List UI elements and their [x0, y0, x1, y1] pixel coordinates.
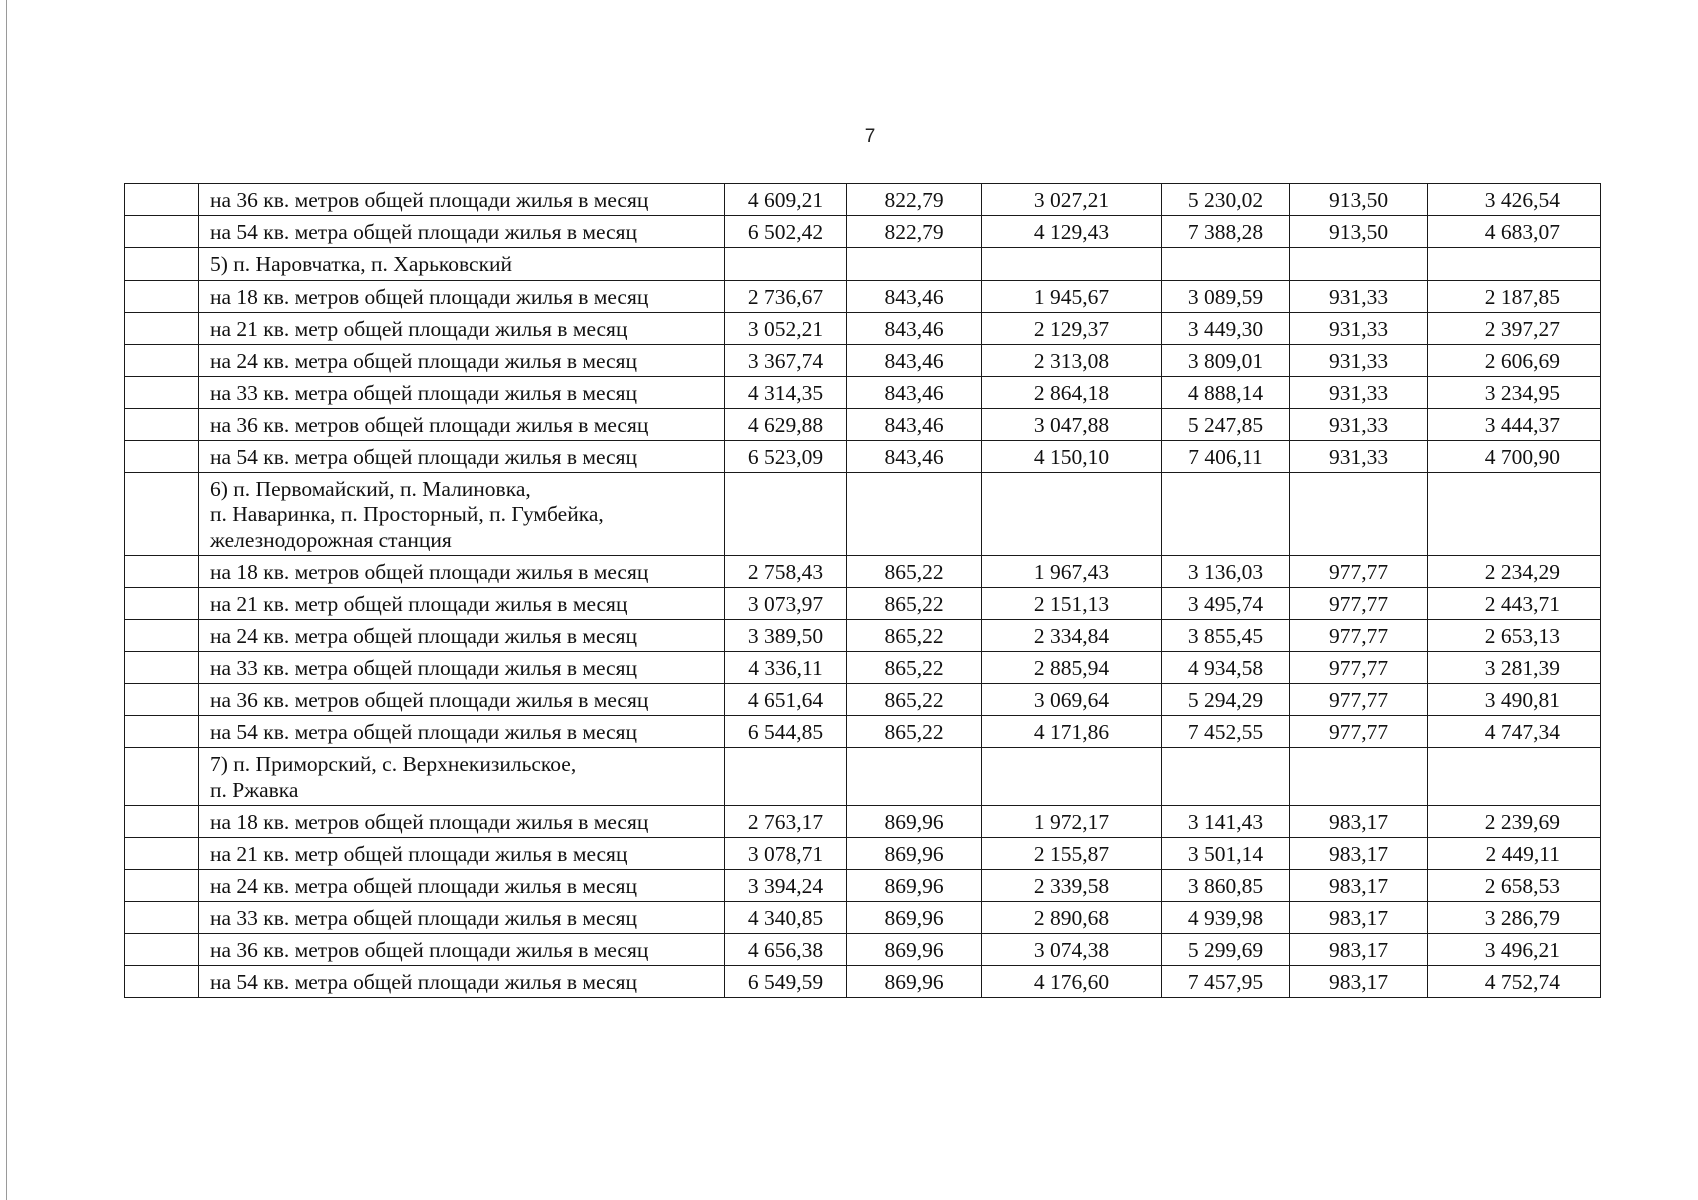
value-cell-col6: 2 234,29 — [1428, 556, 1601, 588]
value-cell-col5: 977,77 — [1290, 684, 1428, 716]
row-label-cell: на 21 кв. метр общей площади жилья в месяц — [199, 312, 725, 344]
value-cell-col3: 2 155,87 — [982, 838, 1162, 870]
value-cell-col2: 843,46 — [847, 312, 982, 344]
value-cell-col3: 3 047,88 — [982, 408, 1162, 440]
value-cell-col1: 4 609,21 — [725, 184, 847, 216]
page-number: 7 — [864, 126, 876, 147]
table-row — [125, 556, 1601, 588]
value-cell-col4: 7 406,11 — [1162, 440, 1290, 472]
value-cell-col6: 2 397,27 — [1428, 312, 1601, 344]
row-number-cell — [125, 216, 199, 248]
value-cell-col5: 983,17 — [1290, 966, 1428, 998]
value-cell-col6: 3 286,79 — [1428, 902, 1601, 934]
value-cell-col2: 869,96 — [847, 966, 982, 998]
row-label-cell: на 33 кв. метра общей площади жилья в месяц — [199, 376, 725, 408]
row-number-cell — [125, 472, 199, 556]
row-number-cell — [125, 556, 199, 588]
row-number-cell — [125, 280, 199, 312]
value-cell-col3: 3 074,38 — [982, 934, 1162, 966]
table-row — [125, 934, 1601, 966]
value-cell-col6: 3 281,39 — [1428, 652, 1601, 684]
value-cell-col2: 843,46 — [847, 376, 982, 408]
value-cell-col5: 931,33 — [1290, 376, 1428, 408]
row-label-cell: на 54 кв. метра общей площади жилья в месяц — [199, 966, 725, 998]
table-row — [125, 312, 1601, 344]
value-cell-col6: 2 653,13 — [1428, 620, 1601, 652]
value-cell-col6: 2 658,53 — [1428, 870, 1601, 902]
value-cell-col5: 913,50 — [1290, 216, 1428, 248]
value-cell-col3 — [982, 472, 1162, 556]
value-cell-col1: 4 651,64 — [725, 684, 847, 716]
value-cell-col5: 931,33 — [1290, 344, 1428, 376]
row-number-cell — [125, 838, 199, 870]
row-number-cell — [125, 588, 199, 620]
value-cell-col4: 3 809,01 — [1162, 344, 1290, 376]
table-row — [125, 684, 1601, 716]
row-number-cell — [125, 248, 199, 281]
row-label-cell: на 33 кв. метра общей площади жилья в месяц — [199, 902, 725, 934]
table-row — [125, 716, 1601, 748]
row-number-cell — [125, 934, 199, 966]
value-cell-col1: 6 549,59 — [725, 966, 847, 998]
row-label-cell: на 21 кв. метр общей площади жилья в месяц — [199, 588, 725, 620]
value-cell-col3 — [982, 748, 1162, 806]
value-cell-col3: 4 176,60 — [982, 966, 1162, 998]
value-cell-col1 — [725, 472, 847, 556]
value-cell-col5: 931,33 — [1290, 440, 1428, 472]
value-cell-col6: 2 449,11 — [1428, 838, 1601, 870]
value-cell-col5 — [1290, 472, 1428, 556]
value-cell-col2: 865,22 — [847, 684, 982, 716]
row-label-cell: на 54 кв. метра общей площади жилья в месяц — [199, 216, 725, 248]
value-cell-col5: 977,77 — [1290, 652, 1428, 684]
row-number-cell — [125, 684, 199, 716]
value-cell-col4: 5 299,69 — [1162, 934, 1290, 966]
value-cell-col5: 977,77 — [1290, 588, 1428, 620]
table-row — [125, 440, 1601, 472]
value-cell-col6: 2 239,69 — [1428, 806, 1601, 838]
value-cell-col3: 3 027,21 — [982, 184, 1162, 216]
table-row — [125, 838, 1601, 870]
value-cell-col4 — [1162, 248, 1290, 281]
row-number-cell — [125, 966, 199, 998]
value-cell-col1: 4 340,85 — [725, 902, 847, 934]
row-number-cell — [125, 344, 199, 376]
value-cell-col5 — [1290, 248, 1428, 281]
value-cell-col3: 2 334,84 — [982, 620, 1162, 652]
table-row — [125, 344, 1601, 376]
value-cell-col4: 3 860,85 — [1162, 870, 1290, 902]
value-cell-col1: 4 314,35 — [725, 376, 847, 408]
value-cell-col6: 4 683,07 — [1428, 216, 1601, 248]
value-cell-col4 — [1162, 748, 1290, 806]
row-number-cell — [125, 376, 199, 408]
value-cell-col1: 3 367,74 — [725, 344, 847, 376]
value-cell-col6: 3 444,37 — [1428, 408, 1601, 440]
table-row — [125, 806, 1601, 838]
row-label-cell: на 24 кв. метра общей площади жилья в месяц — [199, 344, 725, 376]
value-cell-col4: 5 230,02 — [1162, 184, 1290, 216]
table-row — [125, 280, 1601, 312]
value-cell-col1: 4 656,38 — [725, 934, 847, 966]
value-cell-col4: 7 388,28 — [1162, 216, 1290, 248]
row-label-cell: на 21 кв. метр общей площади жилья в месяц — [199, 838, 725, 870]
value-cell-col2: 869,96 — [847, 934, 982, 966]
value-cell-col2: 843,46 — [847, 408, 982, 440]
row-label-cell: на 36 кв. метров общей площади жилья в месяц — [199, 684, 725, 716]
value-cell-col3: 2 339,58 — [982, 870, 1162, 902]
value-cell-col2: 822,79 — [847, 184, 982, 216]
section-heading-line: п. Ржавка — [210, 777, 299, 802]
section-heading-cell — [199, 748, 725, 806]
row-number-cell — [125, 870, 199, 902]
row-number-cell — [125, 748, 199, 806]
table-section-row — [125, 748, 1601, 806]
row-label-cell: на 33 кв. метра общей площади жилья в месяц — [199, 652, 725, 684]
value-cell-col3: 4 150,10 — [982, 440, 1162, 472]
value-cell-col1 — [725, 248, 847, 281]
value-cell-col5: 913,50 — [1290, 184, 1428, 216]
row-number-cell — [125, 806, 199, 838]
row-number-cell — [125, 716, 199, 748]
value-cell-col2: 869,96 — [847, 902, 982, 934]
value-cell-col4: 3 141,43 — [1162, 806, 1290, 838]
value-cell-col5: 977,77 — [1290, 620, 1428, 652]
value-cell-col2: 865,22 — [847, 588, 982, 620]
value-cell-col3: 1 967,43 — [982, 556, 1162, 588]
value-cell-col1: 6 523,09 — [725, 440, 847, 472]
value-cell-col3: 2 890,68 — [982, 902, 1162, 934]
value-cell-col6: 2 443,71 — [1428, 588, 1601, 620]
value-cell-col1: 3 073,97 — [725, 588, 847, 620]
value-cell-col4: 3 449,30 — [1162, 312, 1290, 344]
row-label-cell: на 24 кв. метра общей площади жилья в месяц — [199, 870, 725, 902]
row-label-cell: на 54 кв. метра общей площади жилья в месяц — [199, 440, 725, 472]
value-cell-col2 — [847, 748, 982, 806]
value-cell-col1: 3 078,71 — [725, 838, 847, 870]
value-cell-col4: 3 136,03 — [1162, 556, 1290, 588]
table-row — [125, 408, 1601, 440]
value-cell-col1: 6 544,85 — [725, 716, 847, 748]
value-cell-col5: 983,17 — [1290, 934, 1428, 966]
value-cell-col1 — [725, 748, 847, 806]
value-cell-col5: 983,17 — [1290, 870, 1428, 902]
table-row — [125, 376, 1601, 408]
value-cell-col2: 865,22 — [847, 556, 982, 588]
section-heading-line: п. Наваринка, п. Просторный, п. Гумбейка, — [210, 502, 604, 526]
row-number-cell — [125, 902, 199, 934]
row-label-cell: на 18 кв. метров общей площади жилья в месяц — [199, 280, 725, 312]
value-cell-col5: 931,33 — [1290, 408, 1428, 440]
table-row — [125, 966, 1601, 998]
value-cell-col6: 2 187,85 — [1428, 280, 1601, 312]
value-cell-col6: 3 426,54 — [1428, 184, 1601, 216]
value-cell-col6 — [1428, 748, 1601, 806]
value-cell-col2: 869,96 — [847, 806, 982, 838]
value-cell-col4: 4 939,98 — [1162, 902, 1290, 934]
table-row — [125, 652, 1601, 684]
section-heading-cell — [199, 248, 725, 281]
value-cell-col4: 3 495,74 — [1162, 588, 1290, 620]
value-cell-col4: 3 089,59 — [1162, 280, 1290, 312]
value-cell-col1: 4 336,11 — [725, 652, 847, 684]
row-label-cell: на 36 кв. метров общей площади жилья в месяц — [199, 184, 725, 216]
value-cell-col2 — [847, 248, 982, 281]
value-cell-col1: 2 763,17 — [725, 806, 847, 838]
value-cell-col2: 822,79 — [847, 216, 982, 248]
value-cell-col5: 983,17 — [1290, 838, 1428, 870]
value-cell-col3: 2 313,08 — [982, 344, 1162, 376]
value-cell-col1: 3 394,24 — [725, 870, 847, 902]
value-cell-col3: 2 151,13 — [982, 588, 1162, 620]
value-cell-col5: 977,77 — [1290, 556, 1428, 588]
table-row — [125, 184, 1601, 216]
table-row — [125, 870, 1601, 902]
value-cell-col6: 4 747,34 — [1428, 716, 1601, 748]
value-cell-col3: 4 171,86 — [982, 716, 1162, 748]
table-row — [125, 902, 1601, 934]
row-number-cell — [125, 312, 199, 344]
value-cell-col2: 843,46 — [847, 440, 982, 472]
scan-edge-line — [6, 0, 7, 1200]
value-cell-col4: 4 888,14 — [1162, 376, 1290, 408]
value-cell-col2: 869,96 — [847, 870, 982, 902]
value-cell-col4: 5 247,85 — [1162, 408, 1290, 440]
row-number-cell — [125, 440, 199, 472]
value-cell-col6: 2 606,69 — [1428, 344, 1601, 376]
value-cell-col2: 869,96 — [847, 838, 982, 870]
value-cell-col3: 1 945,67 — [982, 280, 1162, 312]
value-cell-col5: 931,33 — [1290, 312, 1428, 344]
value-cell-col5: 931,33 — [1290, 280, 1428, 312]
row-number-cell — [125, 620, 199, 652]
value-cell-col1: 4 629,88 — [725, 408, 847, 440]
value-cell-col6 — [1428, 472, 1601, 556]
value-cell-col4: 3 855,45 — [1162, 620, 1290, 652]
row-label-cell: на 24 кв. метра общей площади жилья в месяц — [199, 620, 725, 652]
value-cell-col6: 3 490,81 — [1428, 684, 1601, 716]
value-cell-col5: 977,77 — [1290, 716, 1428, 748]
section-heading-cell — [199, 472, 725, 556]
value-cell-col2: 843,46 — [847, 280, 982, 312]
value-cell-col5: 983,17 — [1290, 902, 1428, 934]
value-cell-col3: 2 129,37 — [982, 312, 1162, 344]
value-cell-col3: 4 129,43 — [982, 216, 1162, 248]
value-cell-col2 — [847, 472, 982, 556]
value-cell-col4: 3 501,14 — [1162, 838, 1290, 870]
section-heading-line: 6) п. Первомайский, п. Малиновка, — [210, 476, 531, 501]
table-row — [125, 620, 1601, 652]
row-label-cell: на 18 кв. метров общей площади жилья в месяц — [199, 556, 725, 588]
value-cell-col2: 865,22 — [847, 716, 982, 748]
value-cell-col6 — [1428, 248, 1601, 281]
section-heading-line: 5) п. Наровчатка, п. Харьковский — [210, 252, 513, 276]
value-cell-col5: 983,17 — [1290, 806, 1428, 838]
value-cell-col2: 843,46 — [847, 344, 982, 376]
section-heading-line: 7) п. Приморский, с. Верхнекизильское, — [210, 752, 577, 776]
row-label-cell: на 54 кв. метра общей площади жилья в месяц — [199, 716, 725, 748]
value-cell-col1: 3 389,50 — [725, 620, 847, 652]
row-label-cell: на 36 кв. метров общей площади жилья в месяц — [199, 408, 725, 440]
value-cell-col2: 865,22 — [847, 620, 982, 652]
value-cell-col1: 2 736,67 — [725, 280, 847, 312]
value-cell-col3: 2 885,94 — [982, 652, 1162, 684]
value-cell-col3 — [982, 248, 1162, 281]
table-section-row — [125, 248, 1601, 281]
value-cell-col6: 4 752,74 — [1428, 966, 1601, 998]
table-section-row — [125, 472, 1601, 556]
value-cell-col1: 6 502,42 — [725, 216, 847, 248]
value-cell-col1: 2 758,43 — [725, 556, 847, 588]
value-cell-col4 — [1162, 472, 1290, 556]
value-cell-col2: 865,22 — [847, 652, 982, 684]
section-heading-line: железнодорожная станция — [210, 527, 452, 552]
tariff-table — [124, 183, 1601, 998]
row-label-cell: на 36 кв. метров общей площади жилья в месяц — [199, 934, 725, 966]
value-cell-col4: 7 452,55 — [1162, 716, 1290, 748]
value-cell-col6: 4 700,90 — [1428, 440, 1601, 472]
row-number-cell — [125, 184, 199, 216]
value-cell-col3: 3 069,64 — [982, 684, 1162, 716]
value-cell-col1: 3 052,21 — [725, 312, 847, 344]
value-cell-col3: 2 864,18 — [982, 376, 1162, 408]
value-cell-col4: 5 294,29 — [1162, 684, 1290, 716]
value-cell-col6: 3 234,95 — [1428, 376, 1601, 408]
table-row — [125, 588, 1601, 620]
value-cell-col4: 7 457,95 — [1162, 966, 1290, 998]
row-number-cell — [125, 408, 199, 440]
row-label-cell: на 18 кв. метров общей площади жилья в месяц — [199, 806, 725, 838]
tariff-table-body — [125, 184, 1601, 998]
value-cell-col4: 4 934,58 — [1162, 652, 1290, 684]
row-number-cell — [125, 652, 199, 684]
table-row — [125, 216, 1601, 248]
value-cell-col3: 1 972,17 — [982, 806, 1162, 838]
value-cell-col5 — [1290, 748, 1428, 806]
value-cell-col6: 3 496,21 — [1428, 934, 1601, 966]
